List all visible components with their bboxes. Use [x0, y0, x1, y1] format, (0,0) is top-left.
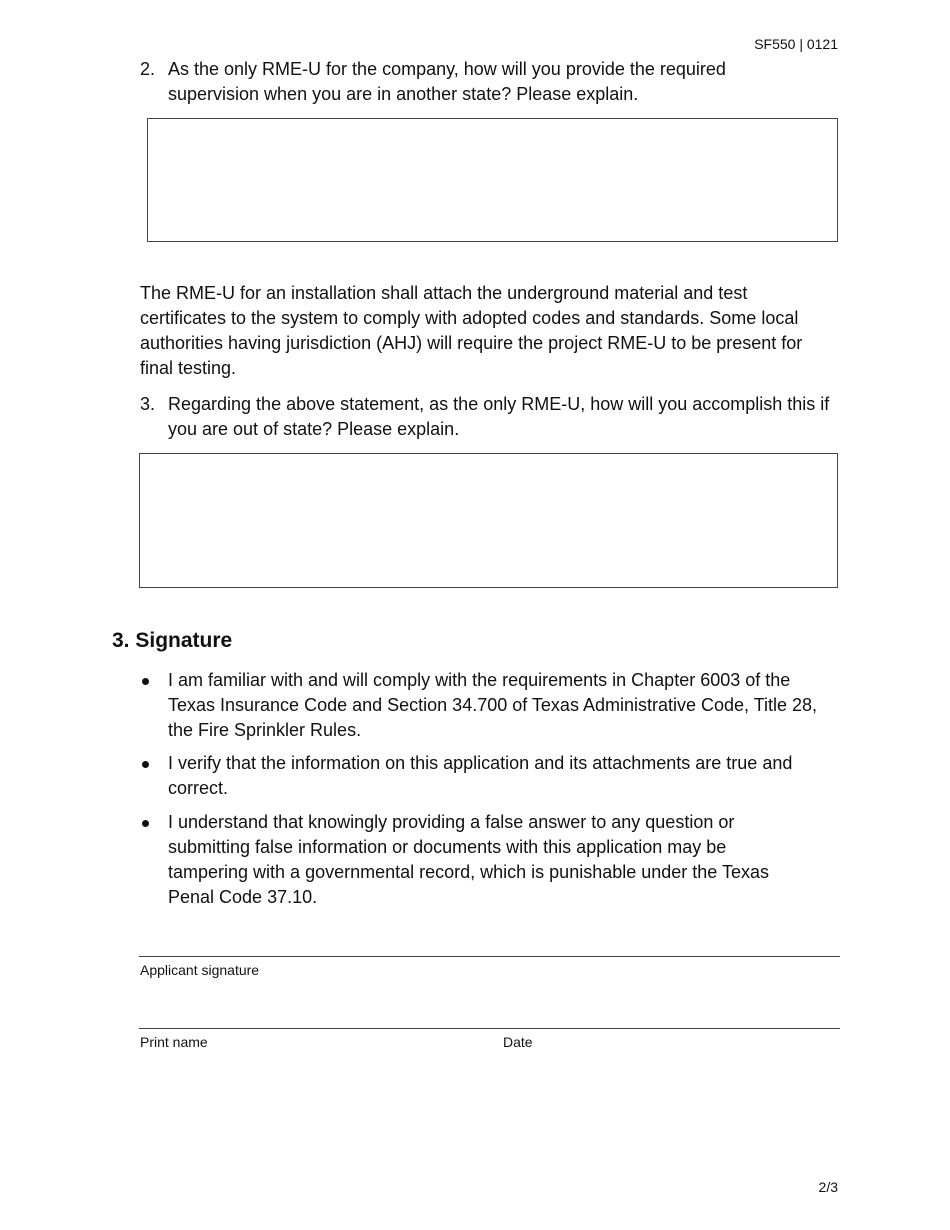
date-label: Date	[503, 1034, 533, 1050]
question-2-answer-box[interactable]	[147, 118, 838, 242]
question-3-text: Regarding the above statement, as the only RME-U, how will you accomplish this if you are out of state? Please explain.	[168, 394, 830, 439]
applicant-signature-label: Applicant signature	[140, 962, 260, 978]
certification-bullet-2: I verify that the information on this application and its attachments are true and correct.	[168, 753, 793, 798]
question-2-text: As the only RME-U for the company, how will you provide the required supervision when you are in another state? Please explain.	[168, 59, 726, 104]
rme-u-statement: The RME-U for an installation shall attach the underground material and test certificates to the system to comply with adopted codes and standards. Some local authorities having jurisdiction (AHJ) will require the project RME-U to be present for final testing.	[140, 283, 803, 378]
question-3-answer-box[interactable]	[139, 453, 838, 588]
print-name-date-line[interactable]	[139, 1028, 840, 1029]
bullet-icon	[142, 761, 149, 768]
form-code: SF550 | 0121	[754, 36, 838, 52]
print-name-label: Print name	[140, 1034, 208, 1050]
applicant-signature-line[interactable]	[139, 956, 840, 957]
signature-section-heading: 3. Signature	[112, 629, 233, 652]
question-2-number: 2.	[140, 59, 156, 79]
page-number: 2/3	[818, 1179, 838, 1195]
question-3-number: 3.	[140, 394, 156, 414]
bullet-icon	[142, 820, 149, 827]
certification-bullet-3: I understand that knowingly providing a false answer to any question or submitting false information or documents with this application may be tampering with a governmental record, which is punishable under the Texas Penal Code 37.10.	[168, 812, 770, 907]
bullet-icon	[142, 678, 149, 685]
certification-bullet-1: I am familiar with and will comply with the requirements in Chapter 6003 of the Texas Insurance Code and Section 34.700 of Texas Administrative Code, Title 28, the Fire Sprinkler Rules.	[168, 670, 818, 740]
